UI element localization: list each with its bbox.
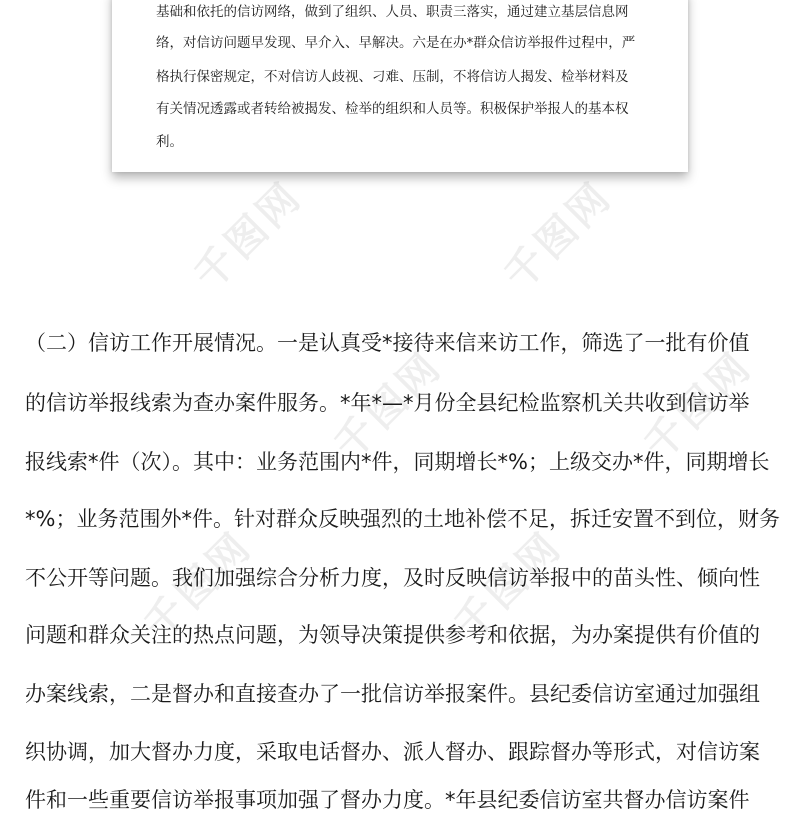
body-text-line: 办案线索，二是督办和直接查办了一批信访举报案件。县纪委信访室通过加强组 xyxy=(25,682,760,706)
card-text-line: 基础和依托的信访网络，做到了组织、人员、职责三落实，通过建立基层信息网 xyxy=(156,4,629,20)
card-text-line: 络，对信访问题早发现、早介入、早解决。六是在办*群众信访举报件过程中，严 xyxy=(156,35,636,51)
card-text-line: 利。 xyxy=(156,134,183,150)
watermark: 千图网 xyxy=(495,173,622,299)
body-text-line: 报线索*件（次）。其中：业务范围内*件，同期增长*%；上级交办*件，同期增长 xyxy=(25,450,770,474)
body-text-line: 问题和群众关注的热点问题，为领导决策提供参考和依据，为办案提供有价值的 xyxy=(25,623,760,647)
card-text-line: 格执行保密规定，不对信访人歧视、刁难、压制，不将信访人揭发、检举材料及 xyxy=(156,69,629,85)
watermark: 千图网 xyxy=(635,343,762,469)
body-text-line: （二）信访工作开展情况。一是认真受*接待来信来访工作，筛选了一批有价值 xyxy=(25,331,750,355)
watermark: 千图网 xyxy=(135,523,262,649)
body-text-line: 织协调，加大督办力度，采取电话督办、派人督办、跟踪督办等形式，对信访案 xyxy=(25,740,760,764)
body-text-line: 不公开等问题。我们加强综合分析力度，及时反映信访举报中的苗头性、倾向性 xyxy=(25,566,760,590)
document-preview-card xyxy=(112,0,688,172)
card-text-line: 有关情况透露或者转给被揭发、检举的组织和人员等。积极保护举报人的基本权 xyxy=(156,101,629,117)
body-text-line: 件和一些重要信访举报事项加强了督办力度。*年县纪委信访室共督办信访案件 xyxy=(25,788,750,812)
watermark: 千图网 xyxy=(445,523,572,649)
watermark: 千图网 xyxy=(185,173,312,299)
body-text-line: 的信访举报线索为查办案件服务。*年*—*月份全县纪检监察机关共收到信访举 xyxy=(25,391,750,415)
watermark: 千图网 xyxy=(325,343,452,469)
body-text-line: *%；业务范围外*件。针对群众反映强烈的土地补偿不足，拆迁安置不到位，财务 xyxy=(25,507,780,531)
